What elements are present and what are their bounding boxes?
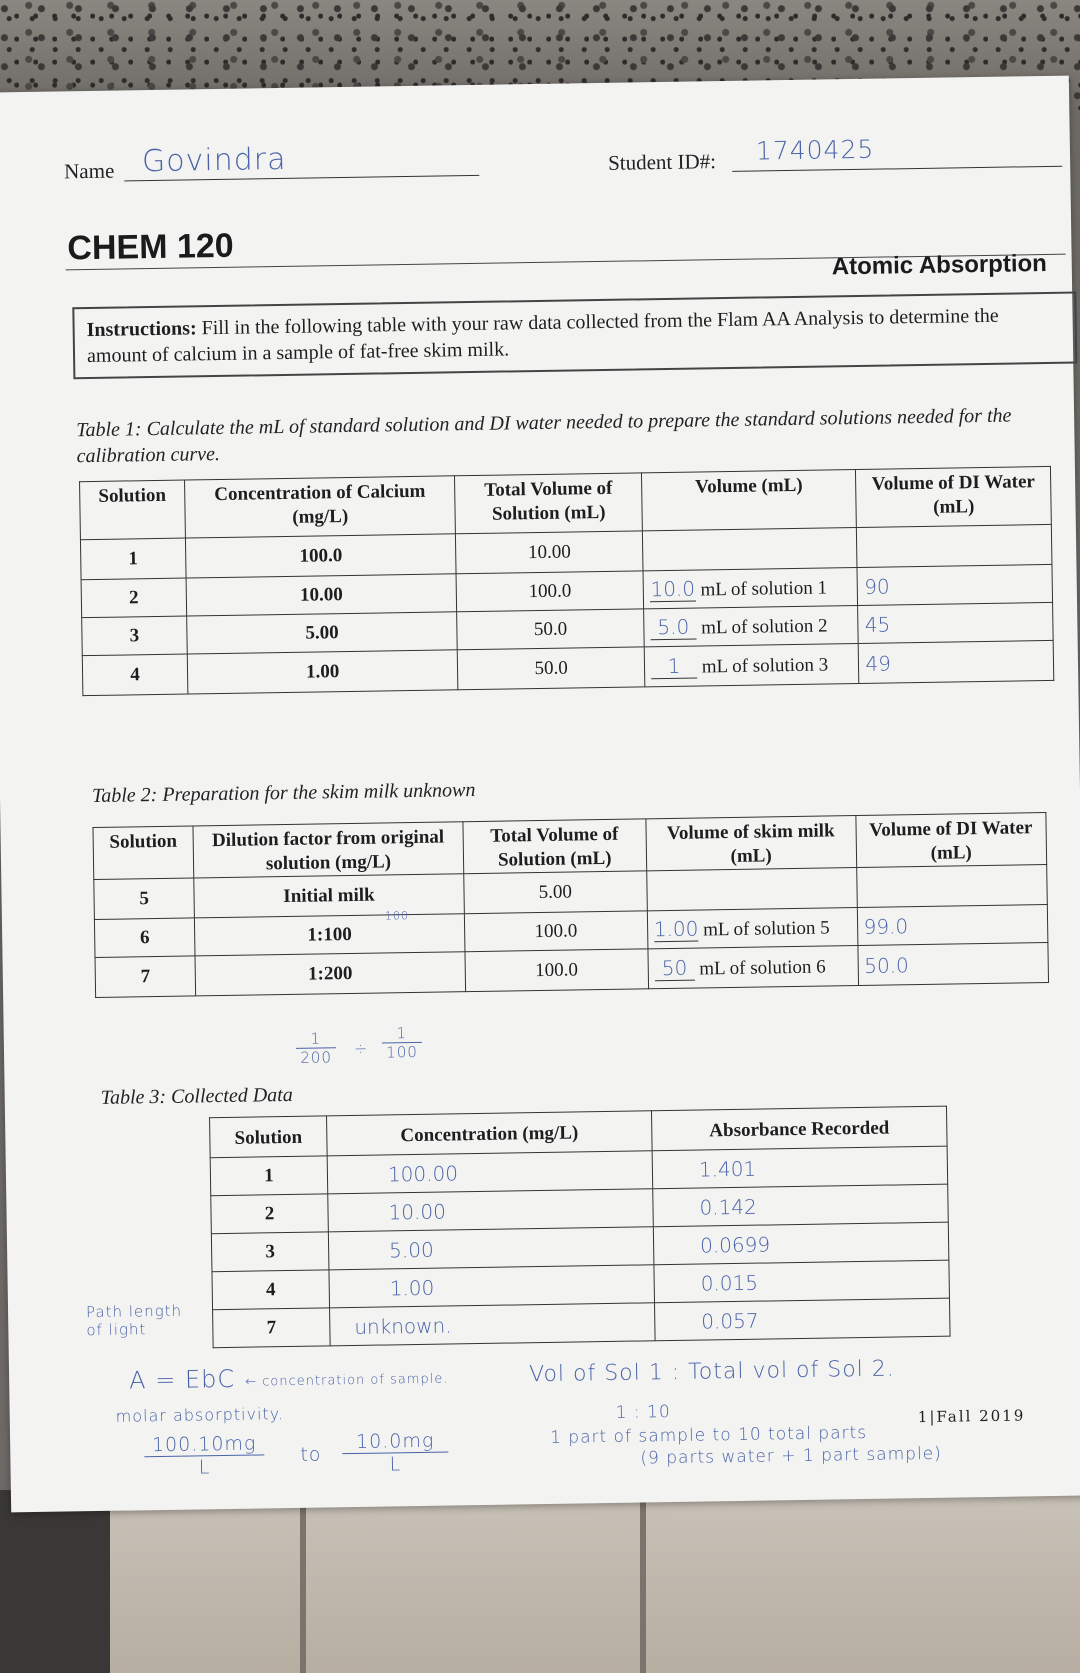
cell-concentration: 100.0 [185,534,456,578]
cell-water: 99.0 [857,905,1048,946]
cell-volume [648,946,858,989]
table1-header: Solution [80,480,186,540]
table1-header: Total Volume of Solution (mL) [455,473,642,534]
cell-dilution: 1:200 [195,952,465,996]
cell-total-volume: 100.0 [464,911,648,952]
table3-header: Concentration (mg/L) [327,1111,653,1156]
fraction-denominator: 200 [296,1047,336,1067]
molar-absorptivity-note: molar absorptivity. [115,1404,285,1426]
table1-header: Volume (mL) [641,469,856,530]
cell-volume [644,643,859,686]
cell-volume [642,527,857,570]
cell-concentration: 5.00 [328,1227,654,1270]
table2-header: Total Volume of Solution (mL) [463,819,647,874]
table1 [79,466,1054,696]
fraction-note-2 [382,1024,423,1062]
cell-concentration: unknown. [330,1303,656,1346]
cell-water [856,865,1047,908]
cell-water: 90 [857,564,1052,605]
table3-header: Solution [210,1116,328,1158]
cell-concentration: 1.00 [187,650,458,694]
floor-shadow [0,1490,110,1673]
table2-header: Dilution factor from original solution (mg/L) [193,822,463,878]
concentration-note: ← concentration of sample. [245,1371,449,1390]
cell-total-volume: 100.0 [465,949,649,992]
student-id-field [732,136,1062,172]
cell-volume [646,868,856,911]
volume-text: mL of solution 3 [701,654,829,678]
cell-solution: 3 [82,616,187,656]
cell-concentration: 1.00 [329,1265,655,1308]
volume-handwritten: 5.0 [650,615,696,641]
cell-absorbance: 0.057 [655,1298,951,1341]
volume-handwritten: 10.0 [650,576,696,602]
cell-water: 50.0 [857,943,1048,986]
cell-solution: 7 [95,956,196,998]
volume-text: mL of solution 5 [702,917,830,941]
cell-total-volume: 5.00 [463,871,647,914]
fraction-denominator: L [389,1453,402,1476]
cell-solution: 6 [94,918,195,958]
table1-caption: Table 1: Calculate the mL of standard solution and DI water needed to prepare the standard solutions needed for the calibration curve. [76,404,1012,468]
instructions-box [72,292,1077,380]
to-note: to [300,1443,322,1466]
cell-absorbance: 0.0699 [653,1222,949,1265]
volume-text: mL of solution 6 [699,956,826,980]
student-id-value: 1740425 [755,134,875,166]
margin-note: 100 [384,909,410,923]
volume-text: mL of solution 1 [700,577,828,601]
part-note: 1 part of sample to 10 total parts [549,1422,868,1448]
table2-caption: Table 2: Preparation for the skim milk unknown [91,779,476,808]
cell-dilution [195,909,465,956]
fraction-numerator: 100.10mg [144,1432,264,1457]
cell-solution: 4 [82,654,188,696]
table3-caption: Table 3: Collected Data [100,1083,293,1109]
table1-header: Concentration of Calcium (mg/L) [184,476,455,538]
cell-solution: 1 [210,1156,328,1196]
name-field [124,141,479,182]
dilution-value: 1:100 [307,923,352,946]
cell-solution: 4 [212,1270,330,1310]
cell-solution: 3 [211,1232,329,1272]
table2-header: Solution [93,826,194,880]
cell-water: 45 [858,602,1053,643]
cell-total-volume: 100.0 [456,571,643,612]
volume-handwritten: 1.00 [653,916,699,942]
cell-total-volume: 50.0 [458,647,645,690]
cell-total-volume: 10.00 [456,531,643,574]
cell-total-volume: 50.0 [457,609,644,650]
path-length-note: Path length of light [85,1301,183,1340]
table2-header: Volume of DI Water (mL) [855,813,1046,868]
topic-title: Atomic Absorption [831,249,1048,281]
beer-lambert-equation: A = EbC [128,1364,236,1395]
table2-header: Volume of skim milk (mL) [646,816,857,871]
cell-water [857,524,1052,567]
cell-volume [644,605,859,646]
cell-concentration: 10.00 [328,1189,654,1232]
table3 [209,1106,951,1349]
name-label: Name [63,158,115,184]
cell-solution: 1 [80,538,186,580]
cell-water: 49 [859,640,1054,683]
instructions-text: Fill in the following table with your raw data collected from the Flam AA Analysis to determine the amount of calcium in a sample of fat-free skim milk. [86,304,999,368]
volume-handwritten: 50 [654,956,694,982]
floor-background [0,1490,1080,1673]
volume-handwritten: 1 [651,654,697,680]
cell-solution: 2 [211,1194,329,1234]
fraction-operator: ÷ [353,1038,369,1058]
name-value: Govindra [141,141,287,180]
fraction-denominator: L [198,1456,211,1479]
volume-ratio-note: Vol of Sol 1 : Total vol of Sol 2. [528,1356,895,1388]
worksheet-page [0,76,1080,1513]
cell-absorbance: 0.015 [654,1260,950,1303]
cell-absorbance: 0.142 [653,1184,949,1227]
cell-volume [643,567,858,608]
cell-solution: 2 [81,578,186,618]
ratio-note: 1 : 10 [615,1402,671,1423]
table3-header: Absorbance Recorded [651,1106,947,1151]
cell-dilution: Initial milk [194,874,464,918]
fraction-numerator: 1 [310,1029,322,1048]
cell-absorbance: 1.401 [652,1146,948,1189]
fraction-numerator: 10.0mg [342,1430,448,1455]
instructions-label: Instructions: [86,317,197,342]
fraction-numerator: 1 [396,1024,408,1043]
student-id-label: Student ID#: [607,149,717,175]
cell-concentration: 5.00 [187,612,458,654]
cell-concentration: 100.00 [327,1151,653,1194]
table1-header: Volume of DI Water (mL) [856,466,1051,527]
volume-text: mL of solution 2 [700,615,828,639]
fraction-note-1 [296,1029,337,1067]
part-note-2: (9 parts water + 1 part sample) [640,1443,942,1469]
cell-solution: 5 [94,878,195,920]
page-footer: 1|Fall 2019 [917,1406,1026,1427]
fraction-note-4 [342,1430,449,1477]
fraction-note-3 [144,1432,265,1479]
cell-concentration: 10.00 [186,574,457,616]
fraction-denominator: 100 [382,1042,422,1062]
course-title: CHEM 120 [67,226,234,268]
table2 [92,812,1049,998]
cell-volume [647,908,857,949]
cell-solution: 7 [213,1308,331,1348]
